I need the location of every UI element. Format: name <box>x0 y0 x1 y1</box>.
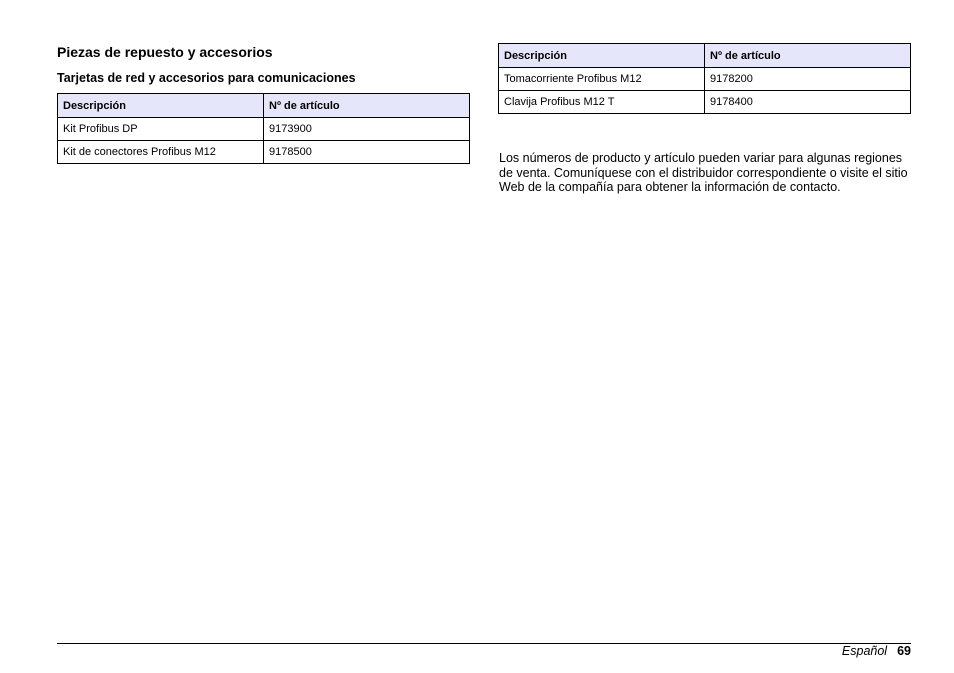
cell-item-number: 9178500 <box>264 141 470 164</box>
cell-item-number: 9173900 <box>264 118 470 141</box>
profibus-connectors-table <box>498 43 911 114</box>
cell-item-number: 9178200 <box>705 68 911 91</box>
subsection-title: Tarjetas de red y accesorios para comunicaciones <box>57 71 356 85</box>
page-number: 69 <box>897 644 911 658</box>
cell-item-number: 9178400 <box>705 91 911 114</box>
footer-divider <box>57 643 911 644</box>
page-footer <box>842 644 911 658</box>
table-header-row <box>58 94 470 118</box>
table-header-row <box>499 44 911 68</box>
cell-description: Kit Profibus DP <box>58 118 264 141</box>
table-row <box>58 118 470 141</box>
column-header-description: Descripción <box>58 94 264 118</box>
availability-note: Los números de producto y artículo pueden variar para algunas regiones de venta. Comuníquese con el distribuidor correspondiente o visite el sitio Web de la compañía para obtener la información de contacto. <box>499 151 908 194</box>
cell-description: Clavija Profibus M12 T <box>499 91 705 114</box>
cell-description: Kit de conectores Profibus M12 <box>58 141 264 164</box>
column-header-description: Descripción <box>499 44 705 68</box>
network-cards-table <box>57 93 470 164</box>
column-header-item-number: Nº de artículo <box>705 44 911 68</box>
table-row <box>58 141 470 164</box>
section-title: Piezas de repuesto y accesorios <box>57 44 273 60</box>
cell-description: Tomacorriente Profibus M12 <box>499 68 705 91</box>
table-row <box>499 91 911 114</box>
column-header-item-number: Nº de artículo <box>264 94 470 118</box>
footer-language: Español <box>841 644 888 658</box>
table-row <box>499 68 911 91</box>
